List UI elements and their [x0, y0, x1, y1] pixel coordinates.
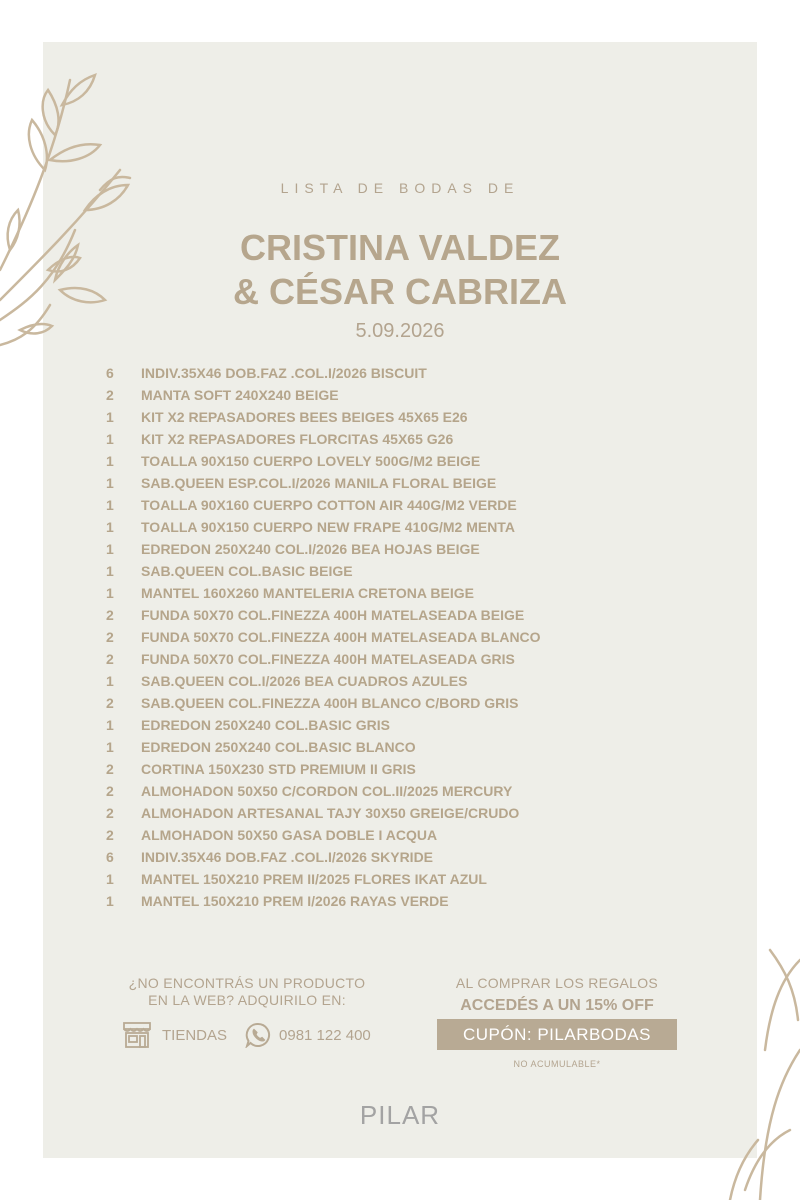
stores-label[interactable]: TIENDAS: [162, 1026, 228, 1044]
item-description: MANTEL 150X210 PREM II/2025 FLORES IKAT AZUL: [141, 871, 487, 887]
item-description: EDREDON 250X240 COL.BASIC BLANCO: [141, 739, 416, 755]
item-quantity: 2: [106, 629, 114, 645]
item-description: KIT X2 REPASADORES FLORCITAS 45X65 G26: [141, 431, 454, 447]
item-quantity: 1: [106, 563, 114, 579]
item-quantity: 1: [106, 739, 114, 755]
item-description: ALMOHADON 50X50 C/CORDON COL.II/2025 MERCURY: [141, 783, 513, 799]
item-description: ALMOHADON 50X50 GASA DOBLE I ACQUA: [141, 827, 438, 843]
item-quantity: 1: [106, 431, 114, 447]
list-item: [106, 450, 541, 472]
item-quantity: 1: [106, 893, 114, 909]
wedding-date: 5.09.2026: [355, 320, 445, 342]
item-quantity: 2: [106, 387, 114, 403]
item-quantity: 2: [106, 805, 114, 821]
coupon-note: NO ACUMULABLE*: [513, 1059, 601, 1069]
item-description: MANTEL 150X210 PREM I/2026 RAYAS VERDE: [141, 893, 449, 909]
list-item: [106, 802, 541, 824]
store-info: [112, 975, 382, 1009]
item-description: SAB.QUEEN COL.BASIC BEIGE: [141, 563, 353, 579]
item-quantity: 1: [106, 585, 114, 601]
discount-line-2: ACCEDÉS A UN 15% OFF: [460, 997, 654, 1014]
item-description: KIT X2 REPASADORES BEES BEIGES 45X65 E26: [141, 409, 468, 425]
item-description: MANTA SOFT 240X240 BEIGE: [141, 387, 339, 403]
item-description: TOALLA 90X150 CUERPO LOVELY 500G/M2 BEIGE: [141, 453, 481, 469]
item-quantity: 2: [106, 607, 114, 623]
item-quantity: 6: [106, 849, 114, 865]
item-description: EDREDON 250X240 COL.BASIC GRIS: [141, 717, 390, 733]
item-quantity: 2: [106, 827, 114, 843]
item-description: INDIV.35X46 DOB.FAZ .COL.I/2026 BISCUIT: [141, 365, 427, 381]
item-description: SAB.QUEEN COL.I/2026 BEA CUADROS AZULES: [141, 673, 468, 689]
contact-row: [122, 1020, 371, 1050]
whatsapp-icon: [245, 1022, 271, 1048]
list-item: [106, 604, 541, 626]
item-quantity: 2: [106, 783, 114, 799]
list-item: [106, 868, 541, 890]
list-item: [106, 670, 541, 692]
item-quantity: 1: [106, 541, 114, 557]
couple-names: [0, 226, 800, 314]
list-item: [106, 714, 541, 736]
right-floral-decoration: [710, 940, 800, 1200]
item-quantity: 1: [106, 519, 114, 535]
phone-number[interactable]: 0981 122 400: [279, 1026, 371, 1044]
list-item: [106, 384, 541, 406]
list-item: [106, 516, 541, 538]
item-description: TOALLA 90X160 CUERPO COTTON AIR 440G/M2 VERDE: [141, 497, 517, 513]
list-item: [106, 692, 541, 714]
item-description: MANTEL 160X260 MANTELERIA CRETONA BEIGE: [141, 585, 474, 601]
list-item: [106, 626, 541, 648]
list-item: [106, 406, 541, 428]
item-quantity: 1: [106, 673, 114, 689]
list-item: [106, 780, 541, 802]
item-quantity: 1: [106, 871, 114, 887]
list-item: [106, 736, 541, 758]
list-subtitle: LISTA DE BODAS DE: [280, 180, 520, 196]
list-item: [106, 758, 541, 780]
item-quantity: 2: [106, 761, 114, 777]
item-quantity: 2: [106, 695, 114, 711]
item-quantity: 1: [106, 717, 114, 733]
item-description: TOALLA 90X150 CUERPO NEW FRAPE 410G/M2 MENTA: [141, 519, 515, 535]
discount-line-1: AL COMPRAR LOS REGALOS: [455, 975, 659, 991]
item-description: INDIV.35X46 DOB.FAZ .COL.I/2026 SKYRIDE: [141, 849, 434, 865]
list-item: [106, 362, 541, 384]
item-quantity: 6: [106, 365, 114, 381]
item-description: SAB.QUEEN ESP.COL.I/2026 MANILA FLORAL BEIGE: [141, 475, 497, 491]
item-quantity: 1: [106, 453, 114, 469]
item-description: EDREDON 250X240 COL.I/2026 BEA HOJAS BEIGE: [141, 541, 480, 557]
item-description: FUNDA 50X70 COL.FINEZZA 400H MATELASEADA BEIGE: [141, 607, 525, 623]
item-quantity: 1: [106, 409, 114, 425]
list-item: [106, 494, 541, 516]
brand-logo: PILAR: [359, 1100, 441, 1130]
item-quantity: 1: [106, 497, 114, 513]
list-item: [106, 846, 541, 868]
store-info-line-2: EN LA WEB? ADQUIRILO EN:: [148, 992, 346, 1008]
list-item: [106, 472, 541, 494]
item-quantity: 1: [106, 475, 114, 491]
list-item: [106, 890, 541, 912]
item-description: SAB.QUEEN COL.FINEZZA 400H BLANCO C/BORD GRIS: [141, 695, 519, 711]
item-description: ALMOHADON ARTESANAL TAJY 30X50 GREIGE/CRUDO: [141, 805, 520, 821]
list-item: [106, 582, 541, 604]
store-info-line-1: ¿NO ENCONTRÁS UN PRODUCTO: [128, 975, 366, 991]
left-floral-decoration: [0, 60, 140, 360]
list-item: [106, 824, 541, 846]
list-item: [106, 428, 541, 450]
list-item: [106, 538, 541, 560]
names-line-2: & CÉSAR CABRIZA: [232, 271, 567, 312]
discount-info: [437, 975, 677, 1017]
item-description: FUNDA 50X70 COL.FINEZZA 400H MATELASEADA BLANCO: [141, 629, 541, 645]
list-item: [106, 560, 541, 582]
list-item: [106, 648, 541, 670]
names-line-1: CRISTINA VALDEZ: [240, 227, 560, 268]
item-quantity: 2: [106, 651, 114, 667]
store-icon: [122, 1021, 152, 1049]
item-description: FUNDA 50X70 COL.FINEZZA 400H MATELASEADA GRIS: [141, 651, 515, 667]
coupon-badge: CUPÓN: PILARBODAS: [437, 1019, 677, 1050]
item-description: CORTINA 150X230 STD PREMIUM II GRIS: [141, 761, 416, 777]
gift-list: [106, 362, 541, 912]
